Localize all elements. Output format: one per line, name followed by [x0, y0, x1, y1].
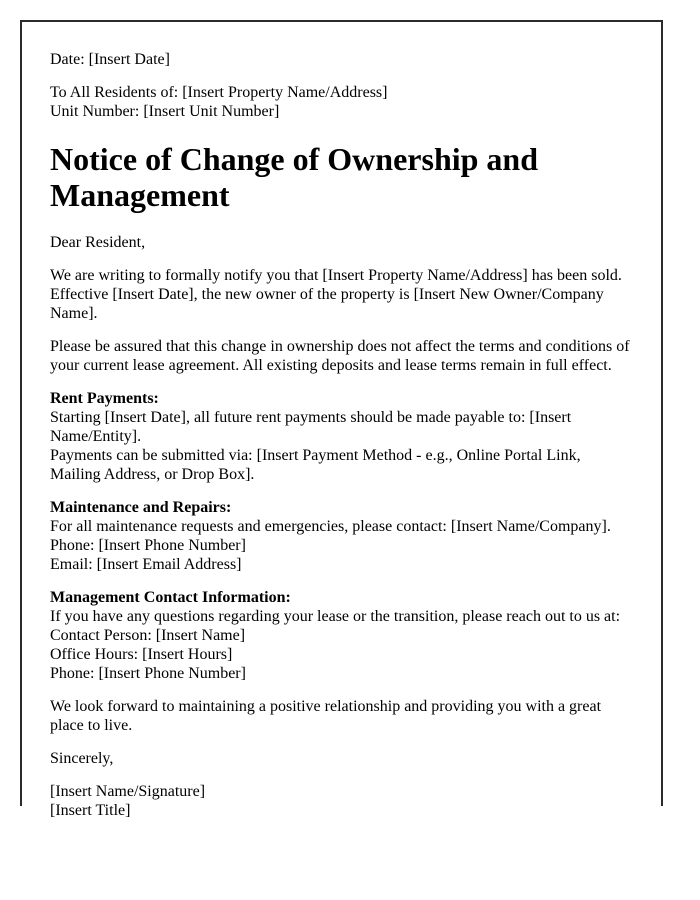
- management-contact-heading: Management Contact Information:: [50, 589, 291, 606]
- letter-title-line2: Management: [50, 177, 230, 213]
- intro-line-1: We are writing to formally notify you that [Insert Property Name/Address] has been sold.: [50, 267, 622, 284]
- intro-paragraph: [50, 266, 630, 323]
- rent-line-4: Mailing Address, or Drop Box].: [50, 466, 255, 483]
- signature-name-line: [Insert Name/Signature]: [50, 783, 206, 800]
- maintenance-email-line: Email: [Insert Email Address]: [50, 556, 242, 573]
- salutation-line: Dear Resident,: [50, 234, 146, 251]
- signature-title-line: [Insert Title]: [50, 802, 131, 819]
- letter-title-line1: Notice of Change of Ownership and: [50, 141, 539, 177]
- assurance-line-2: your current lease agreement. All existing deposits and lease terms remain in full effect.: [50, 357, 612, 374]
- letter-page: [20, 20, 663, 819]
- rent-payments-section: [50, 389, 630, 484]
- management-contact-person-line: Contact Person: [Insert Name]: [50, 627, 246, 644]
- salutation: [50, 233, 630, 252]
- recipient-unit-line: Unit Number: [Insert Unit Number]: [50, 103, 280, 120]
- assurance-paragraph: [50, 337, 630, 375]
- date-line: Date: [Insert Date]: [50, 51, 170, 68]
- closing-line-1: We look forward to maintaining a positive relationship and providing you with a great: [50, 698, 602, 715]
- management-phone-line: Phone: [Insert Phone Number]: [50, 665, 246, 682]
- management-line-1: If you have any questions regarding your lease or the transition, please reach out to us at:: [50, 608, 621, 625]
- management-office-hours-line: Office Hours: [Insert Hours]: [50, 646, 233, 663]
- rent-line-1: Starting [Insert Date], all future rent payments should be made payable to: [Insert: [50, 409, 572, 426]
- rent-payments-heading: Rent Payments:: [50, 390, 159, 407]
- rent-line-3: Payments can be submitted via: [Insert Payment Method - e.g., Online Portal Link,: [50, 447, 581, 464]
- recipient-block: [50, 83, 630, 121]
- intro-line-2: Effective [Insert Date], the new owner of the property is [Insert New Owner/Company: [50, 286, 604, 303]
- letter-title: [50, 141, 630, 213]
- maintenance-phone-line: Phone: [Insert Phone Number]: [50, 537, 246, 554]
- maintenance-section: [50, 498, 630, 574]
- date-line-paragraph: [50, 50, 630, 69]
- intro-line-3: Name].: [50, 305, 98, 322]
- closing-paragraph: [50, 697, 630, 735]
- maintenance-heading: Maintenance and Repairs:: [50, 499, 232, 516]
- signoff-line: Sincerely,: [50, 750, 114, 767]
- assurance-line-1: Please be assured that this change in ownership does not affect the terms and conditions of: [50, 338, 630, 355]
- rent-line-2: Name/Entity].: [50, 428, 142, 445]
- maintenance-line-1: For all maintenance requests and emergencies, please contact: [Insert Name/Company].: [50, 518, 611, 535]
- closing-line-2: place to live.: [50, 717, 133, 734]
- signoff: [50, 749, 630, 768]
- recipient-property-line: To All Residents of: [Insert Property Name/Address]: [50, 84, 388, 101]
- signature-block: [50, 782, 630, 820]
- management-contact-section: [50, 588, 630, 683]
